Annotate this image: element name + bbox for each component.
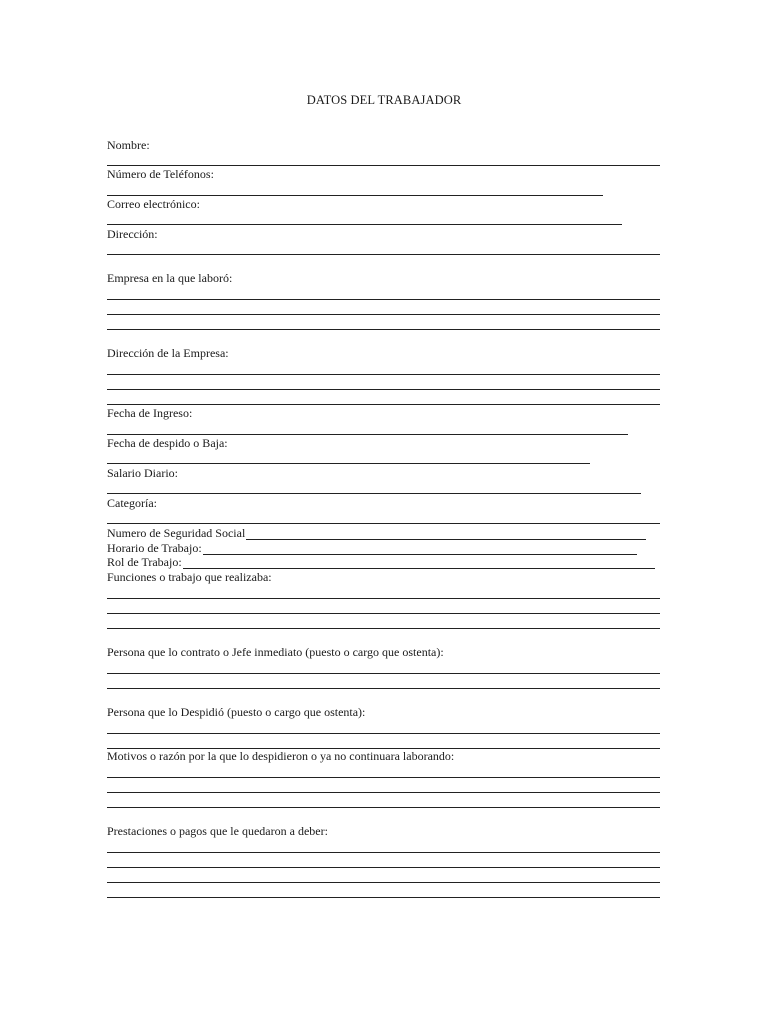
line-motivos-1[interactable] (107, 777, 660, 778)
line-direccion-empresa-1[interactable] (107, 374, 660, 375)
row-seguridad-social (107, 526, 646, 540)
label-rol: Rol de Trabajo: (107, 555, 182, 569)
line-telefonos[interactable] (107, 195, 603, 196)
label-motivos: Motivos o razón por la que lo despidieron o ya no continuara laborando: (107, 749, 455, 763)
line-categoria[interactable] (107, 523, 660, 524)
line-correo[interactable] (107, 224, 622, 225)
line-prestaciones-2[interactable] (107, 867, 660, 868)
label-seguridad-social: Numero de Seguridad Social (107, 526, 246, 540)
line-prestaciones-3[interactable] (107, 882, 660, 883)
line-empresa-3[interactable] (107, 329, 660, 330)
line-direccion-empresa-2[interactable] (107, 389, 660, 390)
label-categoria: Categoría: (107, 496, 157, 510)
label-nombre: Nombre: (107, 138, 150, 152)
line-prestaciones-4[interactable] (107, 897, 660, 898)
line-despidio-1[interactable] (107, 733, 660, 734)
line-direccion-empresa-3[interactable] (107, 404, 660, 405)
label-horario: Horario de Trabajo: (107, 541, 202, 555)
label-direccion: Dirección: (107, 227, 158, 241)
line-fecha-despido[interactable] (107, 463, 590, 464)
line-funciones-1[interactable] (107, 598, 660, 599)
line-empresa-1[interactable] (107, 299, 660, 300)
line-rol[interactable] (183, 557, 655, 569)
line-empresa-2[interactable] (107, 314, 660, 315)
label-direccion-empresa: Dirección de la Empresa: (107, 346, 229, 360)
label-empresa: Empresa en la que laboró: (107, 271, 233, 285)
label-fecha-ingreso: Fecha de Ingreso: (107, 406, 193, 420)
line-prestaciones-1[interactable] (107, 852, 660, 853)
row-horario (107, 541, 637, 555)
line-jefe-2[interactable] (107, 688, 660, 689)
line-funciones-3[interactable] (107, 628, 660, 629)
label-telefonos: Número de Teléfonos: (107, 167, 214, 181)
line-jefe-1[interactable] (107, 673, 660, 674)
line-salario[interactable] (107, 493, 641, 494)
label-correo: Correo electrónico: (107, 197, 200, 211)
label-despidio: Persona que lo Despidió (puesto o cargo que ostenta): (107, 705, 366, 719)
line-seguridad-social[interactable] (246, 528, 646, 540)
form-title: DATOS DEL TRABAJADOR (306, 93, 462, 107)
line-funciones-2[interactable] (107, 613, 660, 614)
label-funciones: Funciones o trabajo que realizaba: (107, 570, 272, 584)
line-motivos-3[interactable] (107, 807, 660, 808)
label-fecha-despido: Fecha de despido o Baja: (107, 436, 228, 450)
label-jefe: Persona que lo contrato o Jefe inmediato (puesto o cargo que ostenta): (107, 645, 444, 659)
row-rol (107, 555, 655, 569)
line-horario[interactable] (203, 543, 637, 555)
label-salario: Salario Diario: (107, 466, 178, 480)
label-prestaciones: Prestaciones o pagos que le quedaron a deber: (107, 824, 328, 838)
line-motivos-2[interactable] (107, 792, 660, 793)
line-fecha-ingreso[interactable] (107, 434, 628, 435)
line-nombre[interactable] (107, 165, 660, 166)
line-direccion[interactable] (107, 254, 660, 255)
